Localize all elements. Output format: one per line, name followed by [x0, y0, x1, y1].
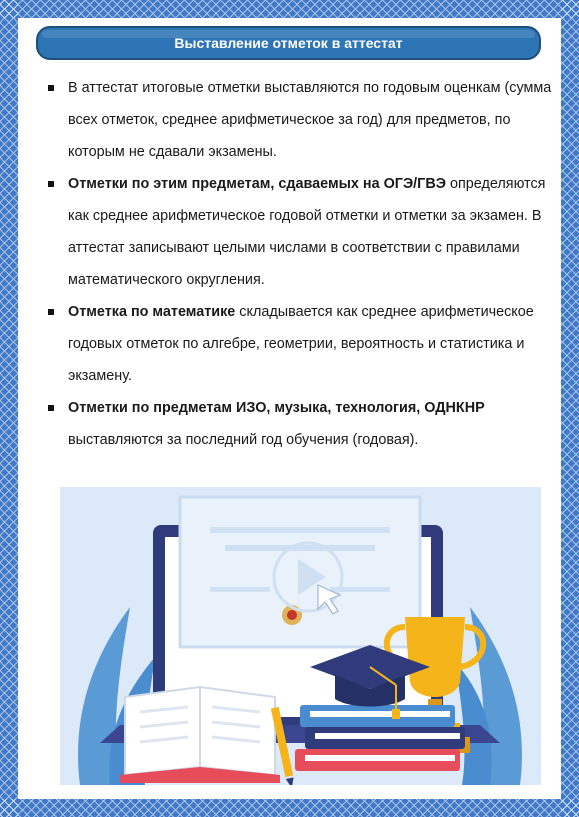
item-text: В аттестат итоговые отметки выставляются по годовым оценкам (сумма всех отметок, среднее арифметическое за год) для предметов, по которым не сдавали экзамены. [68, 80, 552, 160]
list-item [48, 392, 553, 456]
page-title: Выставление отметок в аттестат [174, 35, 403, 51]
list-item [48, 72, 553, 168]
list-item [48, 296, 553, 392]
item-text: складывается как среднее арифметическое годовых отметок по алгебре, геометрии, вероятность и статистика и экзамену. [68, 304, 534, 384]
page-content [20, 20, 559, 797]
page-title-banner [36, 26, 541, 60]
bullet-marker [48, 85, 54, 91]
item-text: выставляются за последний год обучения (годовая). [68, 432, 419, 448]
item-bold-text: Отметка по математике [68, 304, 236, 320]
bullet-marker [48, 309, 54, 315]
list-item [48, 168, 553, 296]
item-text: определяются как среднее арифметическое годовой отметки и отметки за экзамен. В аттестат записывают целыми числами в соответствии с правилами математического округления. [68, 176, 546, 288]
books-icon [295, 705, 465, 771]
bullet-marker [48, 405, 54, 411]
education-illustration [60, 487, 541, 785]
open-book-icon [120, 687, 280, 783]
item-bold-text: Отметки по этим предметам, сдаваемых на ОГЭ/ГВЭ [68, 176, 446, 192]
bullet-marker [48, 181, 54, 187]
banner-shine [42, 30, 535, 38]
item-bold-text: Отметки по предметам ИЗО, музыка, технология, ОДНКНР [68, 400, 485, 416]
bullet-list [48, 72, 553, 456]
